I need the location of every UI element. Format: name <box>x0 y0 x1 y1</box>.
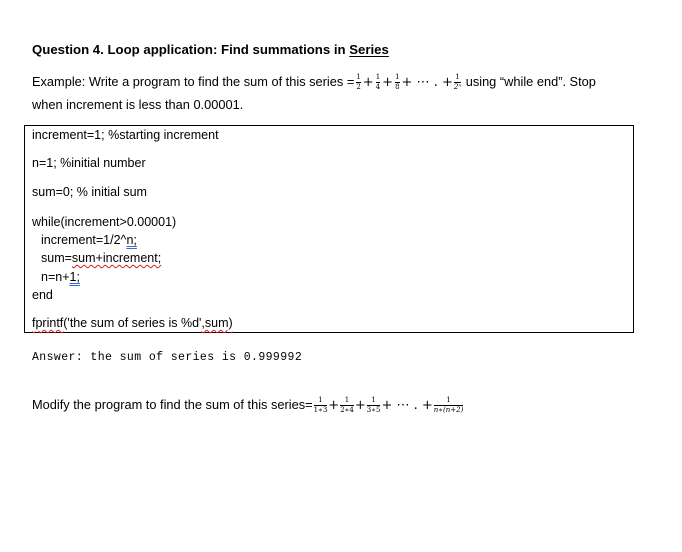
code-line-5: increment=1/2^n; <box>41 233 137 247</box>
heading-keyword: Series <box>349 42 389 57</box>
grammar-flag: n; <box>126 233 137 247</box>
answer-output: Answer: the sum of series is 0.999992 <box>32 351 303 364</box>
code-line-6: sum=sum+increment; <box>41 251 162 265</box>
code-line-4: while(increment>0.00001) <box>32 215 177 229</box>
spelling-flag: ,sum) <box>201 316 233 330</box>
code-line-8: end <box>32 288 53 302</box>
ellipsis: + ⋯ . + <box>381 398 433 414</box>
spelling-flag: fprintf <box>32 316 64 330</box>
plus-sign: + <box>362 75 374 91</box>
ellipsis: + ⋯ . + <box>401 75 453 91</box>
modify-term-2: $\frac{1}{2∗4}$ <box>340 396 354 415</box>
example-term-1: $\frac{1}{2}$ <box>356 73 361 92</box>
modify-line <box>32 397 464 414</box>
modify-term-last: $\frac{1}{n∗(n+2)}$ <box>433 396 464 415</box>
code-line-3: sum=0; % initial sum <box>32 185 147 199</box>
example-lead: Example: Write a program to find the sum of this series = <box>32 74 355 89</box>
example-term-3: $\frac{1}{8}$ <box>395 73 400 92</box>
heading-prefix: Question 4. Loop application: Find summations in <box>32 42 350 57</box>
example-line-2: when increment is less than 0.00001. <box>32 97 244 112</box>
code-line-2: n=1; %initial number <box>32 156 146 170</box>
modify-term-3: $\frac{1}{3∗5}$ <box>366 396 381 415</box>
code-line-7: n=n+1; <box>41 270 80 284</box>
plus-sign: + <box>354 398 366 414</box>
code-line-1: increment=1; %starting increment <box>32 128 219 142</box>
modify-term-1: $\frac{1}{1∗3}$ <box>313 396 328 415</box>
modify-lead: Modify the program to find the sum of this series= <box>32 397 313 412</box>
spelling-flag: sum+increment; <box>71 251 162 265</box>
example-line-1 <box>32 74 596 91</box>
code-line-9: fprintf('the sum of series is %d',sum) <box>32 316 233 330</box>
example-term-2: $\frac{1}{4}$ <box>375 73 381 92</box>
grammar-flag: 1; <box>69 270 80 284</box>
example-term-last: $\frac{1}{\text{2ⁿ}}$ <box>453 73 462 92</box>
example-tail: using “while end”. Stop <box>462 74 596 89</box>
question-heading <box>32 42 389 57</box>
plus-sign: + <box>328 398 340 414</box>
plus-sign: + <box>382 75 394 91</box>
